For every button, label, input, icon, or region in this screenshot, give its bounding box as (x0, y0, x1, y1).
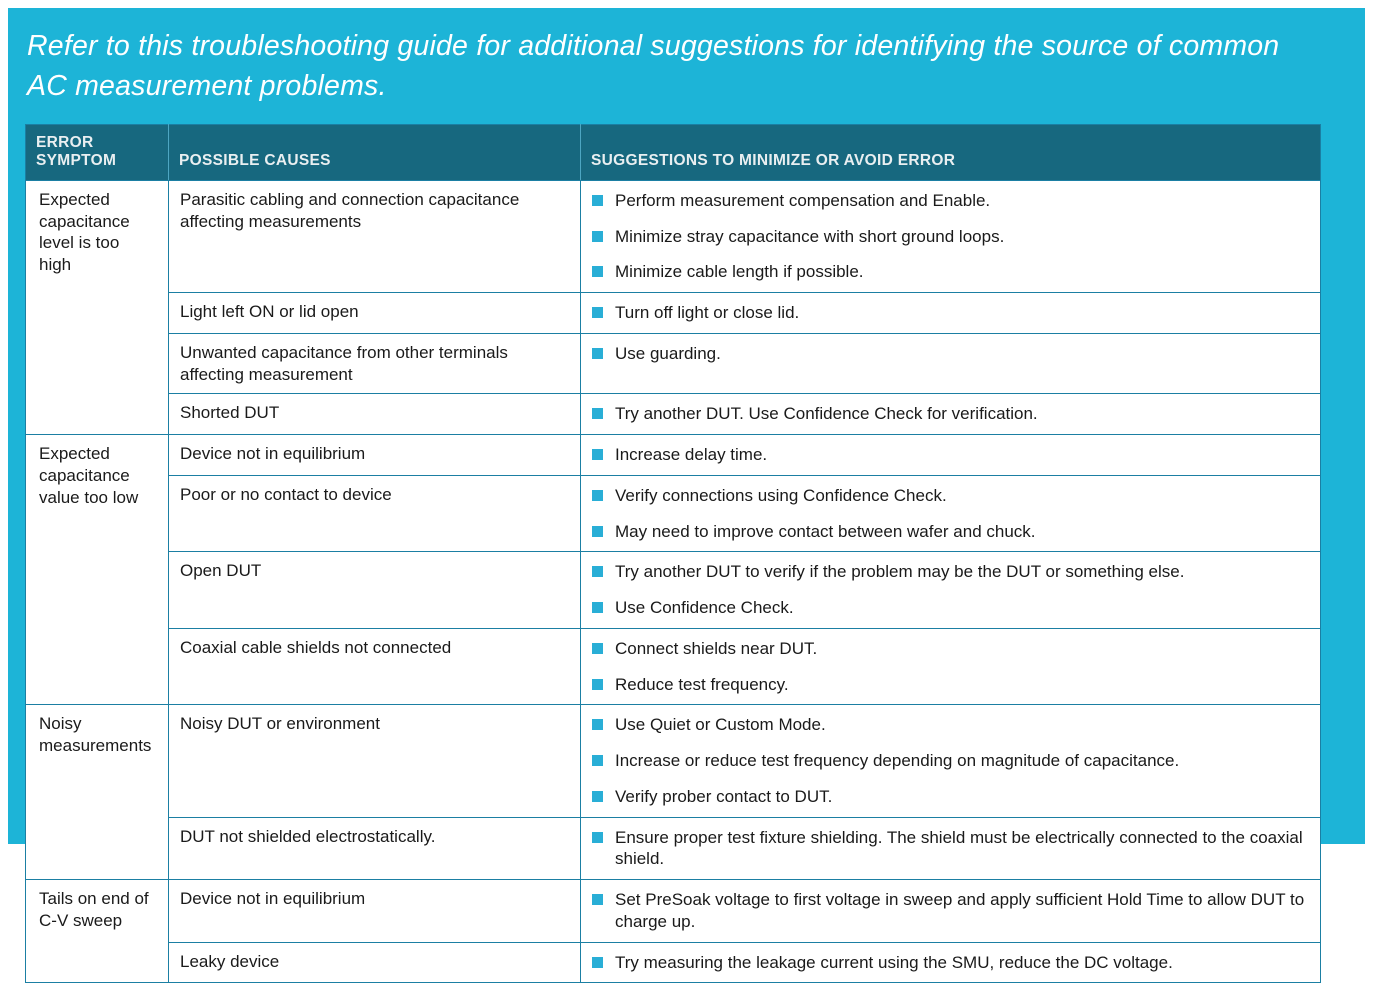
table-row (26, 817, 1321, 880)
bullet-square-icon (592, 408, 603, 419)
suggestions-list (592, 714, 1308, 807)
suggestion-text: Increase or reduce test frequency depending on magnitude of capacitance. (615, 751, 1180, 771)
suggestions-cell (581, 552, 1321, 629)
suggestion-text: May need to improve contact between wafer and chuck. (615, 521, 1036, 541)
bullet-square-icon (592, 195, 603, 206)
possible-cause-cell: Leaky device (169, 942, 581, 983)
suggestion-text: Try another DUT. Use Confidence Check for verification. (615, 404, 1038, 424)
table-header-row (26, 124, 1321, 180)
suggestion-item (592, 750, 1308, 772)
page-panel (8, 8, 1365, 972)
bullet-square-icon (592, 231, 603, 242)
suggestion-text: Use Quiet or Custom Mode. (615, 715, 826, 735)
bullet-square-icon (592, 957, 603, 968)
suggestions-list (592, 889, 1308, 933)
suggestion-item (592, 889, 1308, 933)
suggestion-text: Use guarding. (615, 343, 721, 363)
suggestions-list (592, 444, 1308, 466)
suggestion-item (592, 827, 1308, 871)
bullet-square-icon (592, 566, 603, 577)
suggestions-list (592, 190, 1308, 283)
suggestion-item (592, 226, 1308, 248)
bullet-square-icon (592, 832, 603, 843)
suggestion-item (592, 638, 1308, 660)
column-header-error-symptom: ERROR SYMPTOM (26, 124, 169, 180)
suggestion-text: Try another DUT to verify if the problem may be the DUT or something else. (615, 562, 1185, 582)
possible-cause-cell: DUT not shielded electrostatically. (169, 817, 581, 880)
error-symptom-cell: Noisy measurements (26, 705, 169, 880)
suggestions-list (592, 343, 1308, 365)
suggestion-text: Perform measurement compensation and Enable. (615, 190, 991, 210)
suggestion-item (592, 674, 1308, 696)
suggestion-text: Verify prober contact to DUT. (615, 786, 833, 806)
table-row (26, 394, 1321, 435)
possible-cause-cell: Noisy DUT or environment (169, 705, 581, 817)
column-header-possible-causes: POSSIBLE CAUSES (169, 124, 581, 180)
table-row (26, 705, 1321, 817)
suggestion-text: Verify connections using Confidence Check. (615, 485, 947, 505)
suggestion-item (592, 561, 1308, 583)
suggestion-text: Reduce test frequency. (615, 674, 789, 694)
bullet-square-icon (592, 755, 603, 766)
possible-cause-cell: Device not in equilibrium (169, 880, 581, 943)
suggestion-item (592, 597, 1308, 619)
suggestion-text: Increase delay time. (615, 445, 768, 465)
error-symptom-cell: Tails on end of C-V sweep (26, 880, 169, 983)
bullet-square-icon (592, 679, 603, 690)
suggestions-cell (581, 293, 1321, 334)
suggestions-cell (581, 880, 1321, 943)
table-header (26, 124, 1321, 180)
suggestion-item (592, 952, 1308, 974)
suggestions-list (592, 403, 1308, 425)
suggestions-cell (581, 817, 1321, 880)
bullet-square-icon (592, 719, 603, 730)
suggestion-item (592, 444, 1308, 466)
suggestions-list (592, 952, 1308, 974)
suggestions-cell (581, 435, 1321, 476)
suggestion-item (592, 403, 1308, 425)
bullet-square-icon (592, 266, 603, 277)
suggestions-list (592, 485, 1308, 543)
possible-cause-cell: Device not in equilibrium (169, 435, 581, 476)
bullet-square-icon (592, 602, 603, 613)
possible-cause-cell: Unwanted capacitance from other terminals affecting measurement (169, 333, 581, 394)
suggestions-cell (581, 180, 1321, 292)
suggestions-list (592, 638, 1308, 696)
possible-cause-cell: Parasitic cabling and connection capacitance affecting measurements (169, 180, 581, 292)
bullet-square-icon (592, 894, 603, 905)
possible-cause-cell: Coaxial cable shields not connected (169, 628, 581, 705)
suggestions-cell (581, 394, 1321, 435)
suggestions-list (592, 561, 1308, 619)
possible-cause-cell: Light left ON or lid open (169, 293, 581, 334)
error-symptom-cell: Expected capacitance level is too high (26, 180, 169, 434)
bullet-square-icon (592, 449, 603, 460)
suggestions-cell (581, 628, 1321, 705)
suggestion-text: Minimize stray capacitance with short ground loops. (615, 226, 1005, 246)
bullet-square-icon (592, 791, 603, 802)
suggestion-item (592, 302, 1308, 324)
table-row (26, 475, 1321, 552)
suggestions-cell (581, 942, 1321, 983)
suggestion-item (592, 190, 1308, 212)
table-row (26, 180, 1321, 292)
table-row (26, 880, 1321, 943)
bullet-square-icon (592, 490, 603, 501)
suggestion-item (592, 261, 1308, 283)
possible-cause-cell: Shorted DUT (169, 394, 581, 435)
suggestion-item (592, 786, 1308, 808)
suggestion-item (592, 521, 1308, 543)
suggestions-list (592, 302, 1308, 324)
suggestion-text: Use Confidence Check. (615, 598, 794, 618)
suggestion-text: Turn off light or close lid. (615, 303, 800, 323)
suggestion-item (592, 485, 1308, 507)
page-title: Refer to this troubleshooting guide for additional suggestions for identifying the source of common AC measurement problems. (27, 30, 1280, 103)
suggestion-text: Connect shields near DUT. (615, 638, 818, 658)
bullet-square-icon (592, 526, 603, 537)
suggestion-text: Minimize cable length if possible. (615, 262, 864, 282)
possible-cause-cell: Poor or no contact to device (169, 475, 581, 552)
troubleshooting-table (25, 124, 1321, 983)
bullet-square-icon (592, 643, 603, 654)
suggestions-cell (581, 705, 1321, 817)
suggestions-cell (581, 475, 1321, 552)
table-row (26, 552, 1321, 629)
table-body (26, 180, 1321, 983)
suggestion-text: Try measuring the leakage current using the SMU, reduce the DC voltage. (615, 952, 1173, 972)
table-row (26, 942, 1321, 983)
column-header-suggestions: SUGGESTIONS TO MINIMIZE OR AVOID ERROR (581, 124, 1321, 180)
table-row (26, 293, 1321, 334)
table-row (26, 628, 1321, 705)
table-row (26, 435, 1321, 476)
bullet-square-icon (592, 348, 603, 359)
error-symptom-cell: Expected capacitance value too low (26, 435, 169, 705)
suggestions-list (592, 827, 1308, 871)
suggestion-item (592, 343, 1308, 365)
possible-cause-cell: Open DUT (169, 552, 581, 629)
bullet-square-icon (592, 307, 603, 318)
suggestions-cell (581, 333, 1321, 394)
suggestion-item (592, 714, 1308, 736)
suggestion-text: Ensure proper test fixture shielding. The shield must be electrically connected to the coaxial shield. (615, 827, 1303, 869)
table-row (26, 333, 1321, 394)
suggestion-text: Set PreSoak voltage to first voltage in sweep and apply sufficient Hold Time to allow DUT to charge up. (615, 890, 1305, 931)
